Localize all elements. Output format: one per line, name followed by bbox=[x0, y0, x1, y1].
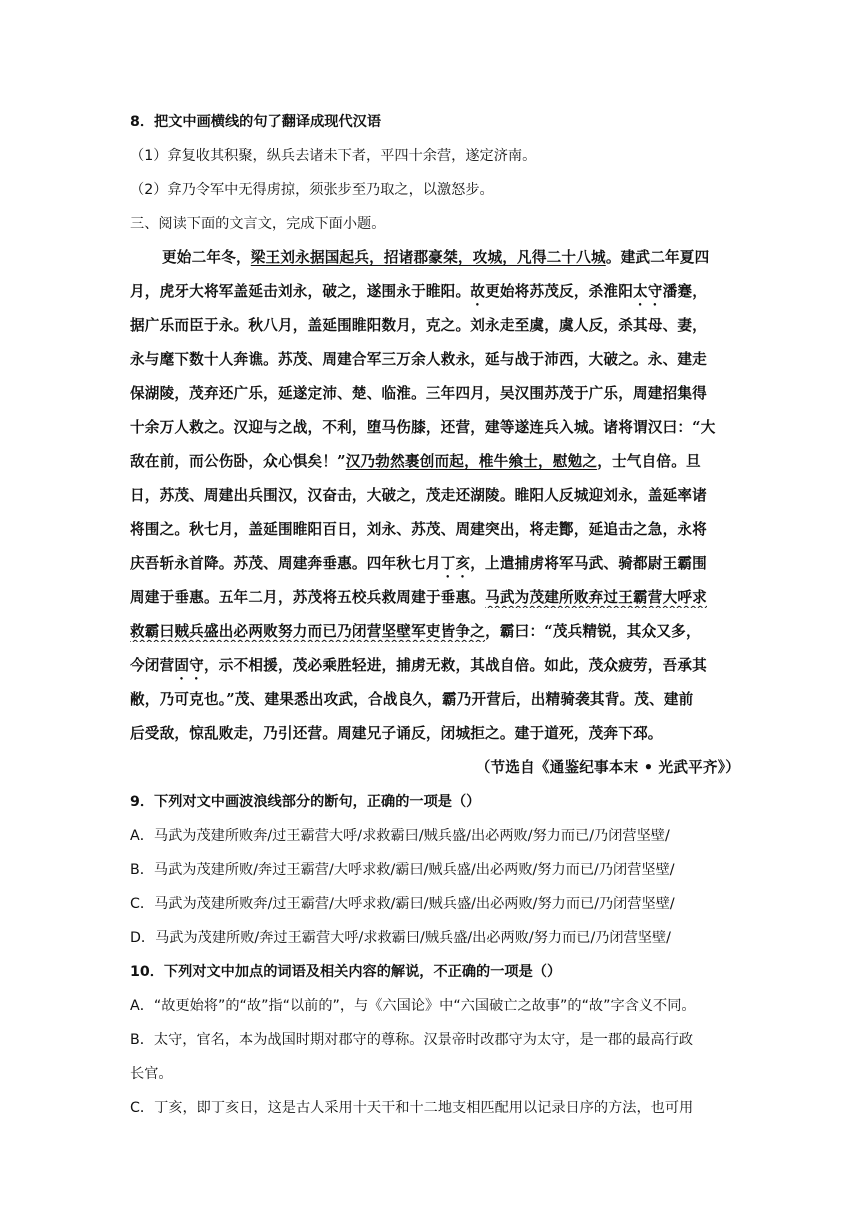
passage-text: ，霸曰：“茂兵精锐，其众又多， bbox=[485, 623, 701, 640]
passage-line: 据广乐而臣于永。秋八月，盖延围睢阳数月，克之。刘永走至虞，虞人反，杀其母、妻， bbox=[130, 317, 707, 334]
dotted-word: 固守 bbox=[174, 657, 204, 674]
passage-text: 庆吾斩永首降。苏茂、周建奔垂惠。四年秋七月 bbox=[130, 555, 441, 572]
question-9-title: 9．下列对文中画波浪线部分的断句，正确的一项是（） bbox=[130, 794, 481, 810]
passage-text: ，示不相援，茂必乘胜轻进，捕虏无救，其战自倍。如此，茂众疲劳，吾承其 bbox=[203, 657, 707, 674]
passage-line: 日，苏茂、周建出兵围汉，汉奋击，大破之，茂走还湖陵。睢阳人反城迎刘永，盖延率诸 bbox=[130, 487, 707, 504]
underlined-sentence: 梁王刘永据国起兵，招诸郡豪桀，攻城，凡得二十八城 bbox=[250, 249, 606, 266]
passage-line bbox=[130, 452, 740, 472]
wavy-underlined-text: 救霸曰贼兵盛出必两败努力而已乃闭营坚壁军吏皆争之 bbox=[130, 623, 486, 640]
question-10-option-b: B．太守，官名，本为战国时期对郡守的尊称。汉景帝时改郡守为太守，是一郡的最高行政 bbox=[130, 1032, 694, 1048]
question-10-option-a: A．“故更始将”的“故”指“以前的”，与《六国论》中“六国破亡之故事”的“故”字含义不同。 bbox=[130, 998, 696, 1014]
passage-line: 十余万人救之。汉迎与之战，不利，堕马伤膝，还营，建等遂连兵入城。诸将谓汉曰：“大 bbox=[130, 419, 716, 436]
underlined-sentence: 汉乃勃然裹创而起，椎牛飨士，慰勉之 bbox=[345, 453, 598, 470]
passage-text: 更始二年冬， bbox=[162, 249, 251, 266]
section-3-heading: 三、阅读下面的文言文，完成下面小题。 bbox=[130, 216, 386, 232]
dotted-word: 故 bbox=[470, 283, 486, 300]
question-9-option-c: C．马武为茂建所败奔/过王霸营/大呼求救/霸曰/贼兵盛/出必两败/努力而已/乃闭营坚壁/ bbox=[130, 896, 675, 912]
question-9-option-b: B．马武为茂建所败/奔过王霸营/大呼求救/霸曰/贼兵盛/出必两败/努力而已/乃闭营坚壁/ bbox=[130, 862, 675, 878]
question-9-option-d: D．马武为茂建所败/奔过王霸营大呼/求救霸曰/贼兵盛/出必两败/努力而已/乃闭营坚壁/ bbox=[130, 930, 671, 946]
question-10-option-b-continued: 长官。 bbox=[130, 1066, 173, 1082]
passage-line bbox=[130, 588, 740, 608]
passage-line bbox=[162, 248, 740, 268]
passage-line: 后受敌，惊乱败走，乃引还营。周建兄子诵反，闭城拒之。建于道死，茂奔下邳。 bbox=[130, 725, 663, 742]
passage-line: 敝，乃可克也。”茂、建果悉出攻武，合战良久，霸乃开营后，出精骑袭其背。茂、建前 bbox=[130, 691, 694, 708]
question-10-option-c: C．丁亥，即丁亥日，这是古人采用十天干和十二地支相匹配用以记录日序的方法，也可用 bbox=[130, 1100, 694, 1116]
passage-text: ，上遣捕虏将军马武、骑都尉王霸围 bbox=[470, 555, 707, 572]
passage-text: 。建武二年夏四 bbox=[605, 249, 710, 266]
passage-text: ，士气自倍。旦 bbox=[597, 453, 701, 470]
dotted-word: 太守 bbox=[633, 283, 663, 300]
passage-line bbox=[130, 656, 740, 683]
question-8-sentence-1: （1）弇复收其积聚，纵兵去诸未下者，平四十余营，遂定济南。 bbox=[130, 148, 537, 164]
question-9-option-a: A．马武为茂建所败奔/过王霸营大呼/求救霸曰/贼兵盛/出必两败/努力而已/乃闭营坚壁/ bbox=[130, 828, 670, 844]
passage-text: 周建于垂惠。五年二月，苏茂将五校兵救周建于垂惠。 bbox=[130, 589, 486, 606]
passage-text: 月，虎牙大将军盖延击刘永，破之，遂围永于睢阳。 bbox=[130, 283, 471, 300]
question-8-sentence-2: （2）弇乃令军中无得虏掠，须张步至乃取之，以激怒步。 bbox=[130, 182, 494, 198]
dotted-word: 丁亥 bbox=[440, 555, 471, 572]
question-10-title: 10．下列对文中加点的词语及相关内容的解说，不正确的一项是（） bbox=[130, 964, 562, 980]
question-8-title: 8．把文中画横线的句了翻译成现代汉语 bbox=[130, 114, 382, 130]
passage-source: （节选自《通鉴纪事本末 • 光武平齐》） bbox=[475, 759, 740, 776]
passage-text: 潘蹇， bbox=[662, 283, 707, 300]
passage-line bbox=[130, 622, 740, 642]
passage-text: 更始将苏茂反，杀淮阳 bbox=[485, 283, 634, 300]
passage-line: 永与麾下数十人奔谯。苏茂、周建合军三万余人救永，延与战于沛西，大破之。永、建走 bbox=[130, 351, 707, 368]
passage-text: 今闭营 bbox=[130, 657, 175, 674]
passage-line bbox=[130, 554, 740, 581]
passage-text: 敌在前，而公伤卧，众心惧矣！” bbox=[130, 453, 346, 470]
wavy-underlined-text: 马武为茂建所败弃过王霸营大呼求 bbox=[485, 589, 707, 606]
passage-line bbox=[130, 282, 740, 309]
passage-line: 保湖陵，茂弃还广乐，延遂定沛、楚、临淮。三年四月，吴汉围苏茂于广乐，周建招集得 bbox=[130, 385, 707, 402]
passage-line: 将围之。秋七月，盖延围睢阳百日，刘永、苏茂、周建突出，将走酇，延追击之急，永将 bbox=[130, 521, 707, 538]
